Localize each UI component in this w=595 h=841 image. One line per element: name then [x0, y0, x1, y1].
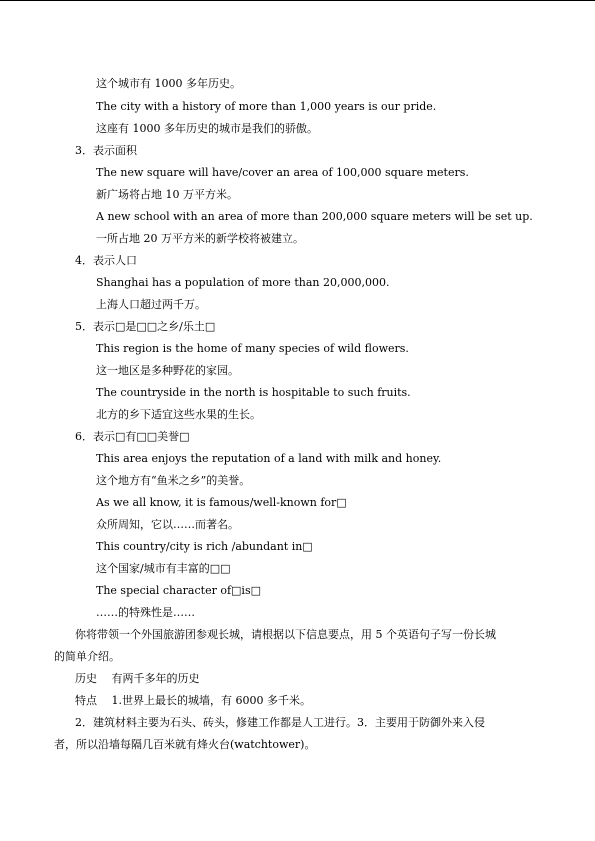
text-line: The new square will have/cover an area of 100,000 square meters. — [96, 166, 469, 179]
text-line: This area enjoys the reputation of a land with milk and honey. — [96, 452, 442, 465]
text-line: 这座有 1000 多年历史的城市是我们的骄傲。 — [96, 122, 318, 135]
text-line: The city with a history of more than 1,000 years is our pride. — [96, 100, 437, 113]
text-line: 这个地方有“鱼米之乡”的美誉。 — [96, 474, 251, 487]
text-line: As we all know, it is famous/well-known for□ — [96, 496, 347, 509]
text-line: The special character of□is□ — [96, 584, 261, 597]
text-line: A new school with an area of more than 200,000 square meters will be set up. — [96, 210, 533, 223]
text-line: 一所占地 20 万平方米的新学校将被建立。 — [96, 232, 304, 245]
top-rule — [0, 0, 595, 1]
text-line: This region is the home of many species of wild flowers. — [96, 342, 409, 355]
section-heading: 4．表示人口 — [75, 254, 137, 267]
info-features-continued: 2．建筑材料主要为石头、砖头，修建工作都是人工进行。3．主要用于防御外来入侵 — [75, 716, 485, 729]
info-history: 历史 有两千多年的历史 — [75, 672, 200, 685]
text-line: This country/city is rich /abundant in□ — [96, 540, 313, 553]
text-line: 这个国家/城市有丰富的□□ — [96, 562, 231, 575]
text-line: 这一地区是多种野花的家园。 — [96, 364, 239, 377]
text-line: Shanghai has a population of more than 20,000,000. — [96, 276, 390, 289]
text-line: 上海人口超过两千万。 — [96, 298, 206, 311]
text-line: 众所周知，它以……而著名。 — [96, 518, 239, 531]
text-line: The countryside in the north is hospitable to such fruits. — [96, 386, 411, 399]
text-line: 北方的乡下适宜这些水果的生长。 — [96, 408, 261, 421]
task-prompt-continued: 的简单介绍。 — [54, 650, 120, 663]
text-line: 新广场将占地 10 万平方米。 — [96, 188, 238, 201]
info-features-continued: 者，所以沿墙每隔几百米就有烽火台(watchtower)。 — [54, 738, 316, 751]
section-heading: 5．表示□是□□之乡/乐土□ — [75, 320, 216, 333]
text-line: 这个城市有 1000 多年历史。 — [96, 77, 241, 90]
section-heading: 6．表示□有□□美誉□ — [75, 430, 190, 443]
info-features: 特点 1.世界上最长的城墙，有 6000 多千米。 — [75, 694, 311, 707]
section-heading: 3．表示面积 — [75, 144, 137, 157]
text-line: ……的特殊性是…… — [96, 606, 195, 619]
task-prompt: 你将带领一个外国旅游团参观长城，请根据以下信息要点，用 5 个英语句子写一份长城 — [75, 628, 496, 641]
